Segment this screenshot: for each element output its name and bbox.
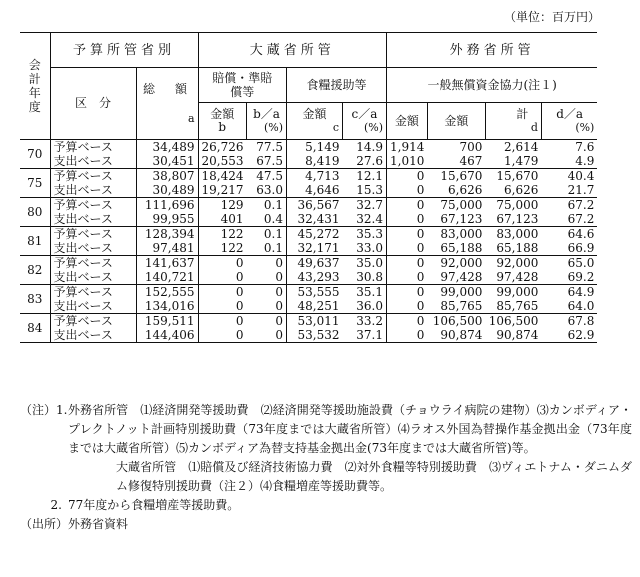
cell-total-d: 75,000 — [496, 197, 539, 212]
cell-kind: 支出ベース — [50, 299, 136, 314]
note-1a — [20, 401, 632, 458]
cell-amount-g2: 700 — [459, 139, 483, 154]
source-label: （出所） — [20, 517, 69, 531]
cell-amount-c: 45,272 — [297, 226, 340, 241]
cell-amount-g1: 1,010 — [387, 154, 428, 169]
cell-kind: 予算ベース — [50, 256, 136, 271]
header-year: 会計年度 — [20, 33, 50, 140]
cell-total-a: 30,451 — [136, 154, 198, 169]
cell-ratio-da: 40.4 — [567, 168, 595, 183]
cell-ratio-da: 64.0 — [541, 299, 597, 314]
cell-total-d: 97,428 — [485, 270, 541, 285]
table-row — [20, 328, 597, 343]
header-food: 食糧援助等 — [287, 68, 387, 103]
cell-amount-b: 20,553 — [198, 154, 247, 169]
cell-amount-c: 4,713 — [305, 168, 340, 183]
cell-ratio-ba: 0 — [247, 314, 287, 329]
cell-ratio-ca: 35.1 — [343, 285, 387, 300]
cell-kind: 予算ベース — [50, 198, 136, 213]
cell-ratio-da: 67.2 — [541, 212, 597, 227]
cell-ratio-da: 64.6 — [567, 226, 595, 241]
cell-amount-c: 32,431 — [287, 212, 343, 227]
cell-amount-g1: 0 — [416, 226, 425, 241]
cell-amount-b: 26,726 — [201, 139, 244, 154]
source — [20, 515, 632, 534]
table-row — [20, 140, 597, 155]
cell-ratio-da: 69.2 — [541, 270, 597, 285]
cell-amount-b: 0 — [235, 255, 244, 270]
cell-ratio-ca: 33.0 — [343, 241, 387, 256]
header-amount-g2: 金額 — [427, 103, 485, 140]
cell-amount-g2: 106,500 — [432, 313, 483, 328]
note-label: （注）1. — [20, 403, 68, 417]
header-amount-g1: 金額 — [387, 103, 428, 140]
header-ratio-ca: c／a (%) — [343, 103, 387, 140]
cell-total-d: 1,479 — [485, 154, 541, 169]
cell-year: 81 — [20, 227, 50, 256]
cell-ratio-ca: 32.7 — [343, 198, 387, 213]
cell-total-d: 83,000 — [496, 226, 539, 241]
cell-kind: 予算ベース — [50, 140, 136, 155]
cell-total-d: 15,670 — [496, 168, 539, 183]
cell-total-a: 111,696 — [136, 198, 198, 213]
table-row — [20, 154, 597, 169]
note-1b-text: 大蔵省所管 ⑴賠償及び経済技術協力費 ⑵対外食糧等特別援助費 ⑶ヴィエトナム・ダニムダム修復特別援助費（注２）⑷食糧増産等援助費等。 — [116, 460, 632, 493]
cell-amount-g1: 0 — [416, 255, 425, 270]
source-text: 外務省資料 — [68, 517, 129, 531]
cell-amount-c: 32,171 — [287, 241, 343, 256]
cell-total-a: 144,406 — [136, 328, 198, 343]
cell-amount-g1: 0 — [387, 241, 428, 256]
header-ratio-da: d／a (%) — [541, 103, 597, 140]
cell-ratio-da: 7.6 — [575, 139, 595, 154]
cell-ratio-da: 64.9 — [567, 284, 595, 299]
cell-amount-b: 19,217 — [198, 183, 247, 198]
cell-ratio-ca: 32.4 — [343, 212, 387, 227]
cell-ratio-ca: 37.1 — [343, 328, 387, 343]
cell-kind: 支出ベース — [50, 154, 136, 169]
cell-amount-g2: 15,670 — [440, 168, 483, 183]
cell-amount-g2: 67,123 — [427, 212, 485, 227]
cell-amount-g2: 97,428 — [427, 270, 485, 285]
cell-amount-g1: 0 — [387, 299, 428, 314]
cell-ratio-da: 66.9 — [541, 241, 597, 256]
cell-amount-g1: 1,914 — [390, 139, 425, 154]
cell-ratio-ba: 0 — [247, 299, 287, 314]
cell-year: 82 — [20, 256, 50, 285]
cell-kind: 予算ベース — [50, 285, 136, 300]
cell-total-d: 90,874 — [485, 328, 541, 343]
cell-amount-g2: 83,000 — [440, 226, 483, 241]
note-1b — [20, 458, 632, 496]
unit-label: （単位：百万円） — [503, 10, 600, 24]
cell-ratio-ca: 15.3 — [343, 183, 387, 198]
table-row — [20, 183, 597, 198]
cell-total-d: 92,000 — [496, 255, 539, 270]
cell-ratio-ca: 14.9 — [343, 140, 387, 155]
table-body — [20, 140, 597, 343]
cell-amount-c: 49,637 — [297, 255, 340, 270]
aid-budget-table — [20, 32, 597, 343]
cell-ratio-da: 4.9 — [541, 154, 597, 169]
cell-ratio-ba: 0 — [247, 285, 287, 300]
cell-year: 70 — [20, 140, 50, 169]
cell-amount-g2: 65,188 — [427, 241, 485, 256]
cell-ratio-ca: 35.3 — [343, 227, 387, 242]
note-2 — [20, 496, 632, 515]
cell-amount-b: 0 — [198, 299, 247, 314]
cell-ratio-ba: 47.5 — [247, 169, 287, 184]
cell-kind: 支出ベース — [50, 212, 136, 227]
cell-amount-c: 43,293 — [287, 270, 343, 285]
cell-amount-c: 4,646 — [287, 183, 343, 198]
cell-kind: 支出ベース — [50, 270, 136, 285]
note-2-label: 2. — [50, 498, 62, 512]
header-total: 総 額 a — [136, 68, 198, 140]
table-row — [20, 314, 597, 329]
cell-amount-g2: 90,874 — [427, 328, 485, 343]
cell-ratio-ba: 0.1 — [247, 198, 287, 213]
cell-total-a: 34,489 — [136, 140, 198, 155]
notes — [20, 401, 632, 534]
cell-total-a: 99,955 — [136, 212, 198, 227]
cell-kind: 予算ベース — [50, 314, 136, 329]
cell-amount-b: 122 — [220, 226, 244, 241]
table-row — [20, 198, 597, 213]
table-row — [20, 241, 597, 256]
cell-ratio-ca: 35.0 — [343, 256, 387, 271]
cell-total-d: 85,765 — [485, 299, 541, 314]
header-kubun: 区 分 — [50, 68, 136, 140]
cell-kind: 支出ベース — [50, 328, 136, 343]
cell-ratio-da: 21.7 — [541, 183, 597, 198]
table-row — [20, 285, 597, 300]
header-ratio-ba: b／a (%) — [247, 103, 287, 140]
cell-ratio-ba: 0 — [247, 256, 287, 271]
cell-amount-b: 18,424 — [201, 168, 244, 183]
cell-ratio-da: 65.0 — [567, 255, 595, 270]
table-row — [20, 299, 597, 314]
cell-total-d: 65,188 — [485, 241, 541, 256]
header-mof: 大蔵省所管 — [198, 33, 387, 68]
cell-ratio-ba: 63.0 — [247, 183, 287, 198]
cell-amount-c: 53,555 — [297, 284, 340, 299]
header-grant: 一般無償資金協力(注１) — [387, 68, 598, 103]
table-row — [20, 270, 597, 285]
cell-ratio-ca: 33.2 — [343, 314, 387, 329]
table-row — [20, 212, 597, 227]
cell-total-d: 99,000 — [496, 284, 539, 299]
cell-ratio-ca: 30.8 — [343, 270, 387, 285]
cell-amount-b: 0 — [235, 284, 244, 299]
cell-ratio-ba: 67.5 — [247, 154, 287, 169]
cell-ratio-ba: 0 — [247, 328, 287, 343]
cell-ratio-da: 67.8 — [567, 313, 595, 328]
cell-ratio-ca: 36.0 — [343, 299, 387, 314]
cell-amount-c: 5,149 — [305, 139, 340, 154]
cell-amount-g2: 85,765 — [427, 299, 485, 314]
cell-ratio-ba: 0.1 — [247, 241, 287, 256]
cell-total-a: 141,637 — [136, 256, 198, 271]
cell-amount-g2: 6,626 — [427, 183, 485, 198]
cell-total-a: 140,721 — [136, 270, 198, 285]
cell-amount-g1: 0 — [387, 328, 428, 343]
cell-amount-c: 48,251 — [287, 299, 343, 314]
cell-total-a: 97,481 — [136, 241, 198, 256]
cell-year: 75 — [20, 169, 50, 198]
table-row — [20, 256, 597, 271]
cell-amount-b: 401 — [198, 212, 247, 227]
cell-amount-g1: 0 — [416, 284, 425, 299]
cell-ratio-da: 62.9 — [541, 328, 597, 343]
cell-kind: 予算ベース — [50, 227, 136, 242]
cell-total-a: 134,016 — [136, 299, 198, 314]
cell-kind: 支出ベース — [50, 241, 136, 256]
cell-ratio-ca: 12.1 — [343, 169, 387, 184]
cell-amount-c: 36,567 — [297, 197, 340, 212]
cell-amount-g2: 99,000 — [440, 284, 483, 299]
cell-amount-g1: 0 — [416, 168, 425, 183]
cell-amount-c: 8,419 — [287, 154, 343, 169]
cell-amount-c: 53,011 — [297, 313, 340, 328]
cell-amount-g1: 0 — [387, 270, 428, 285]
header-mofa: 外務省所管 — [387, 33, 598, 68]
cell-total-d: 6,626 — [485, 183, 541, 198]
cell-ratio-ca: 27.6 — [343, 154, 387, 169]
cell-amount-g2: 92,000 — [440, 255, 483, 270]
cell-total-a: 152,555 — [136, 285, 198, 300]
header-amount-b: 金額 b — [198, 103, 247, 140]
cell-kind: 支出ベース — [50, 183, 136, 198]
note-2-text: 77年度から食糧増産等援助費。 — [68, 498, 240, 512]
cell-ratio-ba: 77.5 — [247, 140, 287, 155]
cell-amount-g1: 0 — [387, 183, 428, 198]
cell-total-a: 159,511 — [136, 314, 198, 329]
cell-ratio-ba: 0.4 — [247, 212, 287, 227]
cell-ratio-ba: 0.1 — [247, 227, 287, 242]
cell-amount-b: 0 — [198, 270, 247, 285]
cell-amount-b: 122 — [198, 241, 247, 256]
cell-year: 80 — [20, 198, 50, 227]
header-agency: 予算所管省別 — [50, 33, 198, 68]
cell-amount-g2: 467 — [427, 154, 485, 169]
cell-ratio-ba: 0 — [247, 270, 287, 285]
table-row — [20, 227, 597, 242]
cell-amount-b: 0 — [198, 328, 247, 343]
cell-ratio-da: 67.2 — [567, 197, 595, 212]
cell-year: 83 — [20, 285, 50, 314]
cell-total-a: 38,807 — [136, 169, 198, 184]
cell-amount-b: 129 — [220, 197, 244, 212]
cell-amount-b: 0 — [235, 313, 244, 328]
cell-amount-c: 53,532 — [287, 328, 343, 343]
header-amount-c: 金額 c — [287, 103, 343, 140]
cell-amount-g1: 0 — [416, 313, 425, 328]
cell-year: 84 — [20, 314, 50, 343]
cell-kind: 予算ベース — [50, 169, 136, 184]
cell-total-d: 67,123 — [485, 212, 541, 227]
cell-total-d: 106,500 — [488, 313, 539, 328]
cell-total-a: 30,489 — [136, 183, 198, 198]
note-1a-text: 外務省所管 ⑴経済開発等援助費 ⑵経済開発等援助施設費（チョウライ病院の建物）⑶カンボディア・プレクトノット計画特別援助費（73年度までは大蔵省所管）⑷ラオス外国為替操作基金拠出金（73年度までは大蔵省所管）⑸カンボディア為替支持基金拠出金(73年度までは大蔵省所管)等。 — [68, 403, 632, 455]
header-total-d: 計 d — [485, 103, 541, 140]
cell-total-d: 2,614 — [504, 139, 539, 154]
cell-total-a: 128,394 — [136, 227, 198, 242]
cell-amount-g1: 0 — [387, 212, 428, 227]
header-baisho: 賠償・準賠償等 — [198, 68, 287, 103]
cell-amount-g2: 75,000 — [440, 197, 483, 212]
table-row — [20, 169, 597, 184]
cell-amount-g1: 0 — [416, 197, 425, 212]
